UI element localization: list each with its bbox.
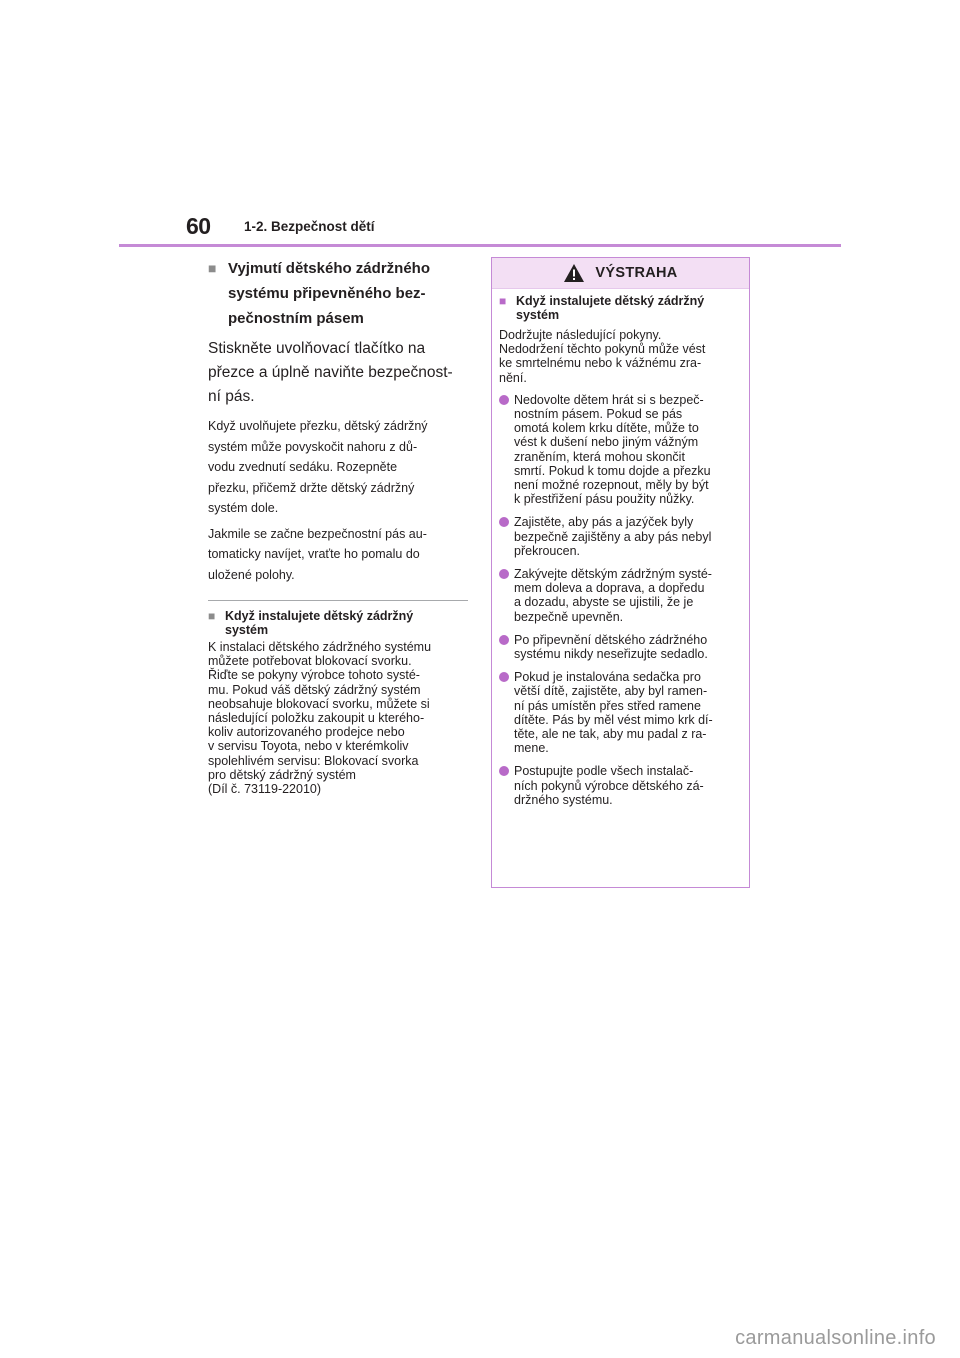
sub-heading [208, 609, 470, 637]
bullet-dot-icon [499, 635, 509, 645]
warning-header [492, 258, 749, 289]
warning-sub-heading [499, 294, 742, 322]
warning-sub-heading-text: Když instalujete dětský zádržný systém [516, 294, 705, 322]
warning-bullet-text: Pokud je instalována sedačka pro větší dítě, zajistěte, aby byl ramen- ní pás umístěn přes střed ramene dítěte. Pás by měl vést mimo krk dí- těte, ale ne tak, aby mu padal z ra- mene. [514, 670, 713, 756]
divider [208, 600, 468, 601]
warning-bullet-text: Zakývejte dětským zádržným systé- mem doleva a doprava, a dopředu a dozadu, abyste se ujistili, že je bezpečně upevněn. [514, 567, 712, 624]
warning-bullet [499, 633, 742, 661]
section-title: 1-2. Bezpečnost dětí [244, 219, 375, 234]
bullet-dot-icon [499, 395, 509, 405]
bullet-dot-icon [499, 766, 509, 776]
square-bullet-icon: ■ [208, 260, 217, 276]
section-heading-text: Vyjmutí dětského zádržného systému připevněného bez- pečnostním pásem [228, 260, 430, 327]
warning-title: VÝSTRAHA [595, 265, 678, 281]
warning-bullet-text: Nedovolte dětem hrát si s bezpeč- nostním pásem. Pokud se pás omotá kolem krku dítěte, může to vést k dušení nebo jiným vážným zraněním, která mohou skončit smrtí. Pokud k tomu dojde a přezku není možné rozepnout, měly by být k přestřižení pásu použity nůžky. [514, 392, 711, 507]
left-column [208, 256, 470, 796]
square-bullet-icon: ■ [208, 609, 216, 623]
warning-intro: Dodržujte následující pokyny. Nedodržení těchto pokynů může vést ke smrtelnému nebo k vážnému zra- nění. [499, 328, 706, 385]
note-text-2: Jakmile se začne bezpečnostní pás au- tomaticky navíjet, vraťte ho pomalu do uložené polohy. [208, 526, 427, 582]
warning-bullet [499, 764, 742, 807]
page-number: 60 [186, 213, 211, 239]
warning-bullet [499, 393, 742, 507]
warning-box [491, 257, 750, 888]
header-rule [119, 244, 841, 247]
warning-bullet [499, 515, 742, 558]
watermark: carmanualsonline.info [735, 1327, 936, 1349]
square-bullet-icon: ■ [499, 294, 507, 308]
warning-bullet-text: Zajistěte, aby pás a jazýček byly bezpečně zajištěny a aby pás nebyl překroucen. [514, 515, 712, 558]
warning-bullet [499, 670, 742, 755]
bullet-dot-icon [499, 517, 509, 527]
bullet-dot-icon [499, 569, 509, 579]
section-heading [208, 256, 470, 331]
warning-triangle-icon [563, 263, 585, 283]
bullet-dot-icon [499, 672, 509, 682]
warning-bullet-text: Postupujte podle všech instalač- ních pokynů výrobce dětského zá- držného systému. [514, 764, 704, 807]
note-text-1: Když uvolňujete přezku, dětský zádržný systém může povyskočit nahoru z dů- vodu zvednutí sedáku. Rozepněte přezku, přičemž držte dětský zádržný systém dole. [208, 419, 428, 515]
warning-bullet [499, 567, 742, 624]
sub-heading-text: Když instalujete dětský zádržný systém [225, 609, 414, 637]
instruction-text: Stiskněte uvolňovací tlačítko na přezce a úplně naviňte bezpečnost- ní pás. [208, 340, 453, 405]
sub-body-text: K instalaci dětského zádržného systému můžete potřebovat blokovací svorku. Řiďte se pokyny výrobce tohoto systé- mu. Pokud váš dětský zádržný systém neobsahuje blokovací svorku, můžete si následující položku zakoupit u kterého- koliv autorizovaného prodejce nebo v servisu Toyota, nebo v kterémkoliv spolehlivém servisu: Blokovací svorka pro dětský zádržný systém (Díl č. 73119-22010) [208, 640, 432, 797]
warning-bullet-text: Po připevnění dětského zádržného systému nikdy neseřizujte sedadlo. [514, 632, 708, 662]
